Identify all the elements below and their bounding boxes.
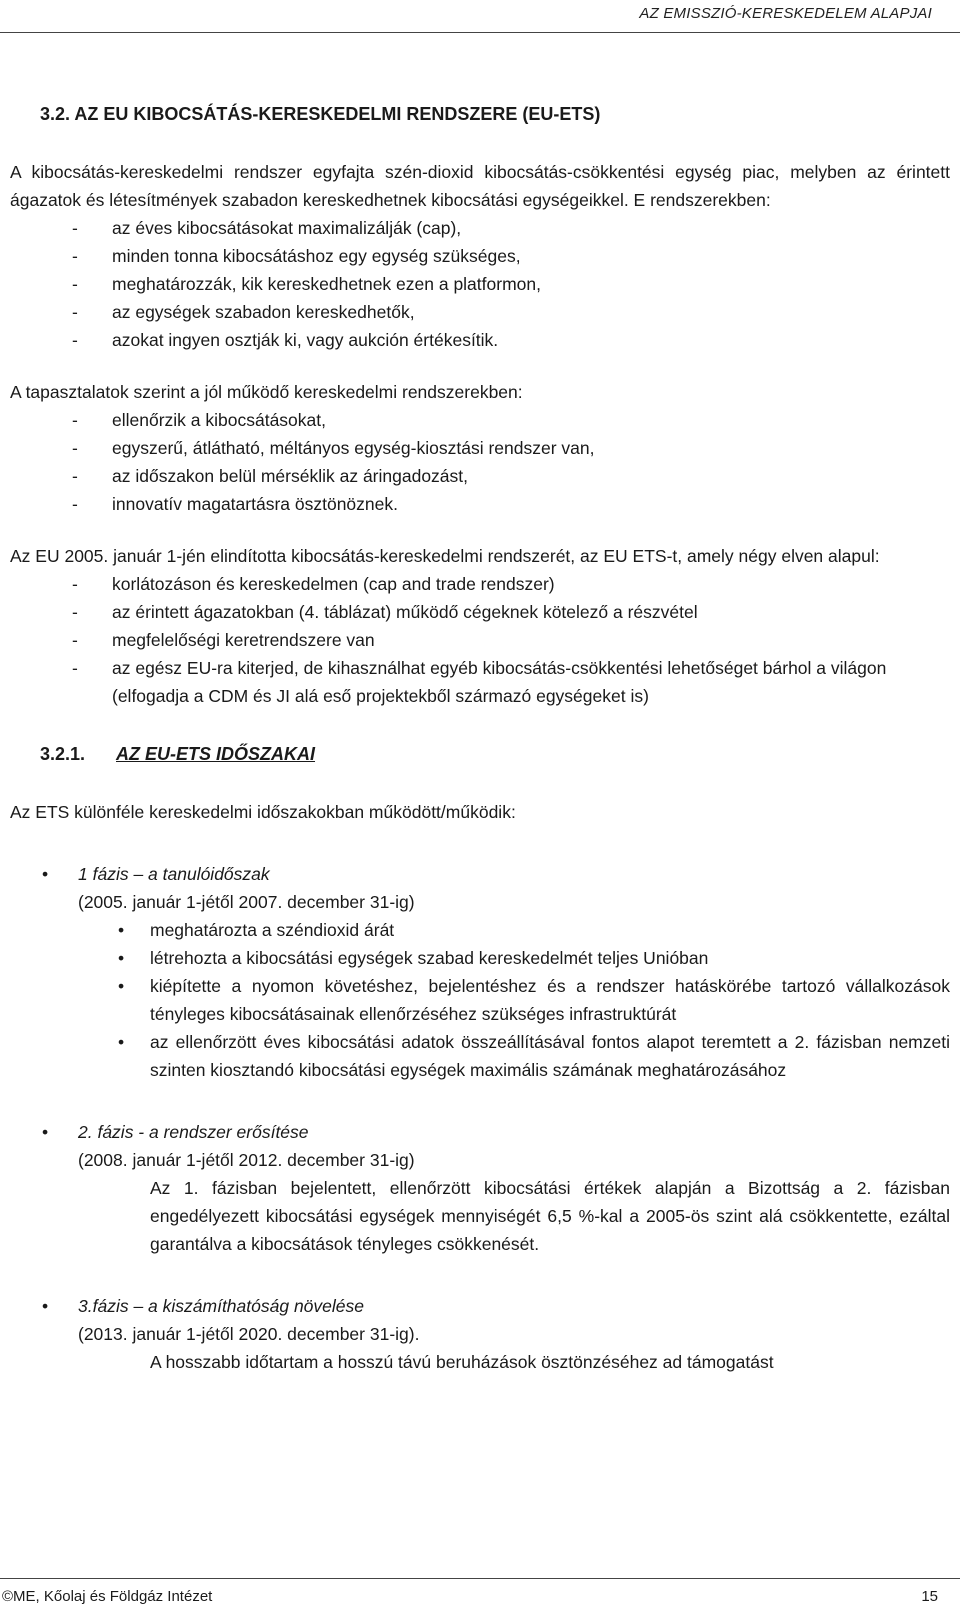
page-content (10, 100, 950, 1376)
phase-1-bullets (10, 916, 950, 1084)
intro-list (10, 214, 950, 354)
phase-title: • 2. fázis - a rendszer erősítése (78, 1122, 309, 1142)
phase-title: • 1 fázis – a tanulóidőszak (78, 864, 270, 884)
footer-divider (0, 1578, 960, 1579)
page-header (0, 0, 960, 40)
list-item: - az éves kibocsátásokat maximalizálják (cap), (10, 214, 950, 242)
list-item: - megfelelőségi keretrendszere van (10, 626, 950, 654)
intro-paragraph: A kibocsátás-kereskedelmi rendszer egyfajta szén-dioxid kibocsátás-csökkentési egység piac, melyben az érintett ágazatok és létesítmények szabadon kereskedhetnek kibocsátási egységeikkel. E rendszerekben: (10, 162, 950, 210)
list-item: - meghatározzák, kik kereskedhetnek ezen a platformon, (10, 270, 950, 298)
periods-intro: Az ETS különféle kereskedelmi időszakokban működött/működik: (10, 802, 516, 822)
footer-copyright: ©ME, Kőolaj és Földgáz Intézet (2, 1588, 213, 1605)
phase-dates: (2005. január 1-jétől 2007. december 31-ig) (78, 892, 415, 912)
list-item: - innovatív magatartásra ösztönöznek. (10, 490, 950, 518)
list-item: - azokat ingyen osztják ki, vagy aukción értékesítik. (10, 326, 950, 354)
running-title: AZ EMISSZIÓ-KERESKEDELEM ALAPJAI (639, 5, 932, 22)
eu2005-paragraph: Az EU 2005. január 1-jén elindította kibocsátás-kereskedelmi rendszerét, az EU ETS-t, amely négy elven alapul: (10, 546, 880, 566)
list-item: • létrehozta a kibocsátási egységek szabad kereskedelmét teljes Unióban (10, 944, 950, 972)
list-item: • az ellenőrzött éves kibocsátási adatok összeállításával fontos alapot teremtett a 2. fázisban nemzeti szinten kiosztandó kibocsátási egységek maximális számának meghatározásához (10, 1028, 950, 1084)
subsection-number: 3.2.1. (40, 744, 86, 764)
phase-3 (10, 1292, 950, 1348)
header-divider (0, 32, 960, 33)
principles-list (10, 570, 950, 710)
subsection-heading (40, 740, 950, 768)
list-item: - korlátozáson és kereskedelmen (cap and trade rendszer) (10, 570, 950, 598)
list-item: - az érintett ágazatokban (4. táblázat) működő cégeknek kötelező a részvétel (10, 598, 950, 626)
page-number: 15 (921, 1588, 938, 1605)
phase-dates: (2008. január 1-jétől 2012. december 31-ig) (78, 1150, 415, 1170)
phase-dates: (2013. január 1-jétől 2020. december 31-ig). (78, 1324, 420, 1344)
phase-2 (10, 1118, 950, 1174)
list-item: - ellenőrzik a kibocsátásokat, (10, 406, 950, 434)
list-item: - az időszakon belül mérséklik az áringadozást, (10, 462, 950, 490)
list-item: • kiépítette a nyomon követéshez, bejelentéshez és a rendszer hatáskörébe tartozó vállalkozások tényleges kibocsátásainak ellenőrzéséhez szükséges infrastruktúrát (10, 972, 950, 1028)
phase-3-description: A hosszabb időtartam a hosszú távú beruházások ösztönzéséhez ad támogatást (150, 1352, 774, 1372)
subsection-title: AZ EU-ETS IDŐSZAKAI (116, 744, 316, 764)
list-item: - egyszerű, átlátható, méltányos egység-kiosztási rendszer van, (10, 434, 950, 462)
section-heading: 3.2. AZ EU KIBOCSÁTÁS-KERESKEDELMI RENDSZERE (EU-ETS) (40, 104, 601, 124)
experience-list (10, 406, 950, 518)
experience-paragraph: A tapasztalatok szerint a jól működő kereskedelmi rendszerekben: (10, 382, 523, 402)
list-item: • meghatározta a széndioxid árát (10, 916, 950, 944)
list-item: - az egységek szabadon kereskedhetők, (10, 298, 950, 326)
phase-2-description: Az 1. fázisban bejelentett, ellenőrzött kibocsátási értékek alapján a Bizottság a 2. fázisban engedélyezett kibocsátási egységek mennyiségét 6,5 %-kal a 2005-ös szint alá csökkentette, ezáltal garantálva a kibocsátások tényleges csökkenését. (150, 1178, 950, 1254)
list-item: - minden tonna kibocsátáshoz egy egység szükséges, (10, 242, 950, 270)
phase-title: • 3.fázis – a kiszámíthatóság növelése (78, 1296, 364, 1316)
list-item: - az egész EU-ra kiterjed, de kihasználhat egyéb kibocsátás-csökkentési lehetőséget bárhol a világon (elfogadja a CDM és JI alá eső projektekből származó egységeket is) (10, 654, 950, 710)
phase-1 (10, 860, 950, 916)
page-footer (0, 1578, 960, 1605)
